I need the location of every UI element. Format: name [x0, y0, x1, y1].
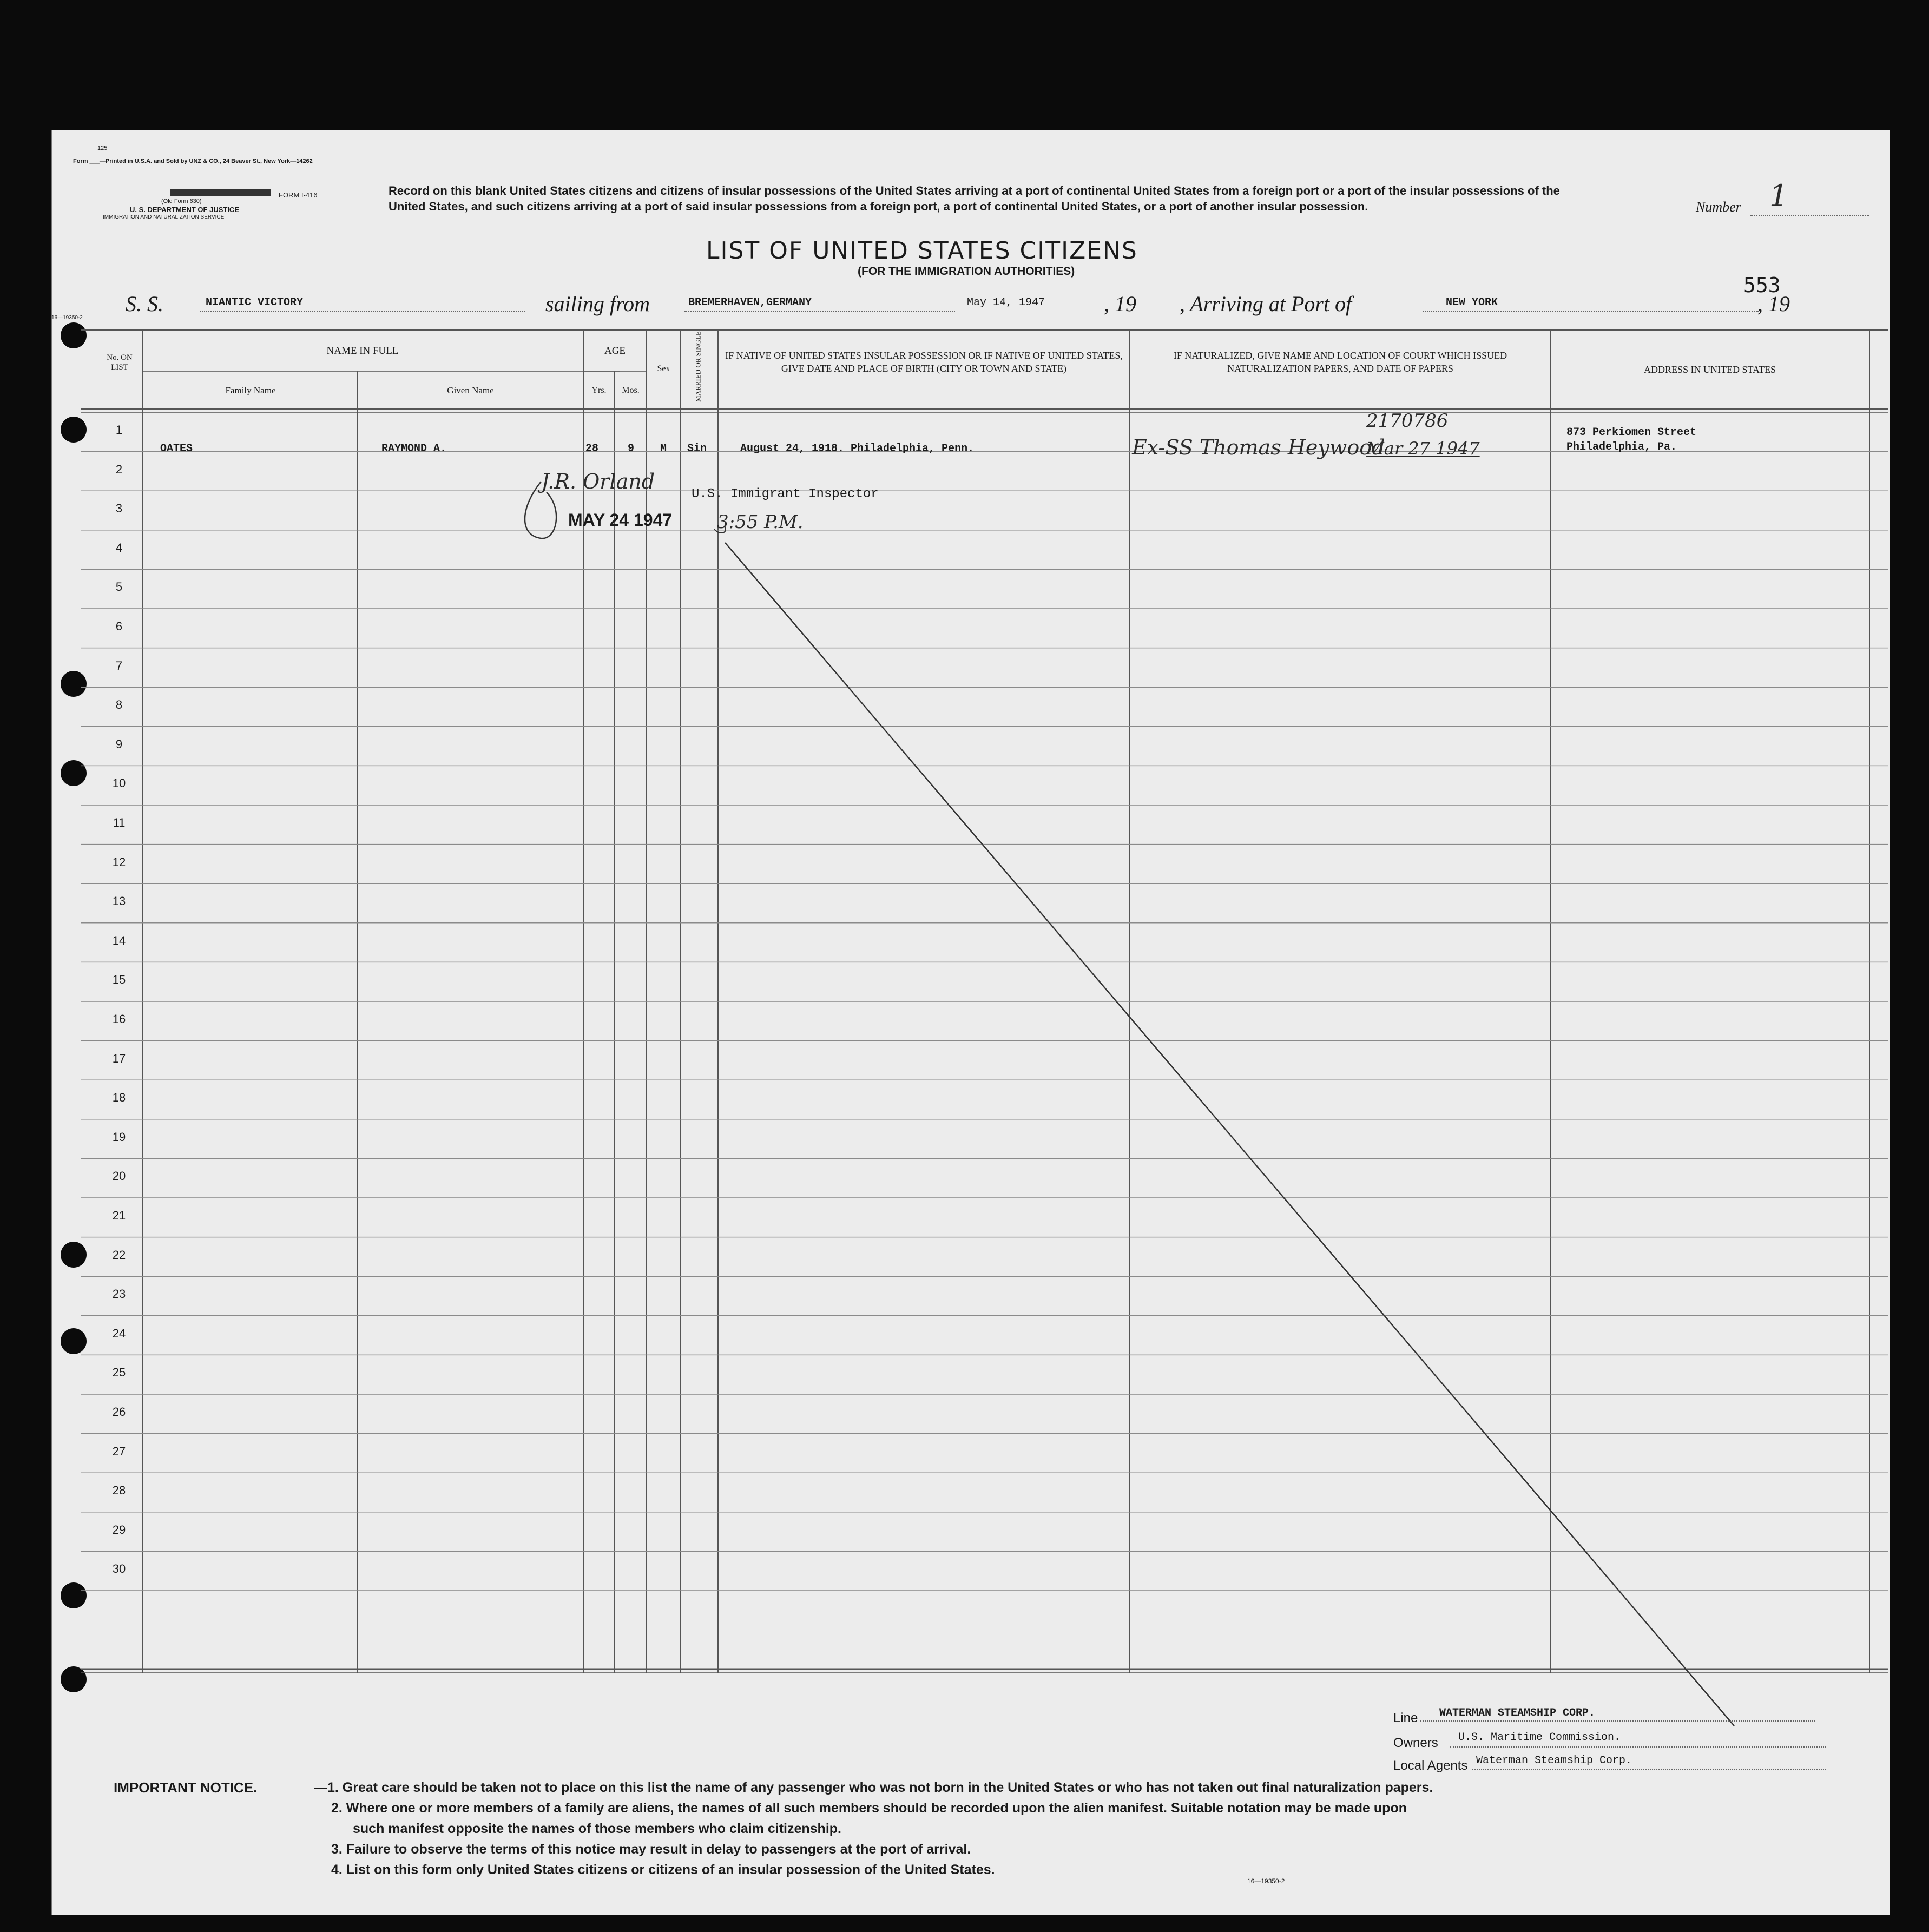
row-number: 17 — [112, 1051, 126, 1065]
header-no-on-list: No. ON LIST — [107, 353, 133, 372]
owners-value: U.S. Maritime Commission. — [1458, 1731, 1621, 1744]
row-number: 6 — [115, 619, 123, 633]
inspector-title: U.S. Immigrant Inspector — [692, 487, 879, 502]
entry-mos: 9 — [628, 443, 635, 455]
form-number-small: 125 — [97, 145, 108, 151]
header-family-name: Family Name — [225, 385, 276, 395]
year-label-2: , 19 — [1757, 292, 1790, 316]
row-number: 19 — [112, 1130, 126, 1144]
owners-dots — [1450, 1746, 1826, 1748]
row-number: 27 — [112, 1444, 126, 1458]
form-id: FORM I-416 — [279, 191, 318, 199]
entry-address-line2: Philadelphia, Pa. — [1566, 441, 1677, 453]
entry-naturalization-number: 2170786 — [1366, 410, 1449, 432]
header-name-in-full: NAME IN FULL — [326, 345, 399, 357]
row-number: 3 — [115, 502, 123, 516]
page-number: 553 — [1743, 273, 1781, 297]
row-number: 28 — [112, 1483, 126, 1498]
row-number: 21 — [112, 1209, 126, 1222]
row-number: 7 — [115, 658, 123, 672]
row-number: 25 — [112, 1366, 126, 1380]
old-form: (Old Form 630) — [161, 198, 202, 205]
inspector-signature: J.R. Orland — [541, 470, 655, 493]
header-given-name: Given Name — [447, 385, 494, 395]
row-number: 5 — [115, 580, 123, 594]
instructions: Record on this blank United States citizens and citizens of insular possessions of the United States arriving at a port of continental United States from a foreign port or a port of the insular possessions of the United States, and such citizens arriving at a port of said insular possessions from a foreign port, a port of continental United States, or a port of another insular possession. — [389, 184, 1560, 213]
number-label: Number — [1696, 199, 1741, 215]
entry-family-name: OATES — [160, 443, 193, 455]
header-age: AGE — [604, 345, 626, 357]
line-label: Line — [1393, 1711, 1418, 1725]
line-dots — [1420, 1720, 1815, 1722]
header-mos: Mos. — [622, 386, 640, 395]
line-value: WATERMAN STEAMSHIP CORP. — [1439, 1707, 1596, 1719]
agents-dots — [1472, 1769, 1826, 1770]
header-yrs: Yrs. — [591, 386, 607, 395]
entry-sex: M — [660, 443, 667, 455]
row-number: 14 — [112, 933, 126, 947]
row-number: 30 — [112, 1562, 126, 1576]
sailing-from: BREMERHAVEN,GERMANY — [688, 296, 812, 309]
row-number: 18 — [112, 1091, 126, 1105]
cancel-line — [725, 543, 1734, 1726]
notice-2b: such manifest opposite the names of those members who claim citizenship. — [353, 1821, 841, 1836]
entry-naturalization-hand: Ex-SS Thomas Heywood — [1132, 436, 1385, 459]
entry-address-line1: 873 Perkiomen Street — [1566, 426, 1697, 439]
header-married-single: MARRIED OR SINGLE — [694, 331, 702, 402]
sailing-date: May 14, 1947 — [967, 296, 1045, 309]
row-number: 11 — [113, 816, 126, 829]
department: U. S. DEPARTMENT OF JUSTICE — [130, 206, 239, 214]
row-number: 16 — [112, 1012, 126, 1026]
header-birth: IF NATIVE OF UNITED STATES INSULAR POSSESSION OR IF NATIVE OF UNITED STATES, GIVE DATE AND PLACE OF BIRTH (CITY OR TOWN AND STATE) — [725, 350, 1123, 374]
row-number: 13 — [112, 894, 126, 908]
service: IMMIGRATION AND NATURALIZATION SERVICE — [103, 214, 225, 220]
row-number: 12 — [112, 855, 126, 869]
entry-marital: Sin — [687, 443, 707, 455]
entry-naturalization-date: Mar 27 1947 — [1366, 438, 1480, 459]
row-number: 29 — [112, 1522, 126, 1537]
row-number: 10 — [112, 776, 126, 790]
notice-3: 3. Failure to observe the terms of this notice may result in delay to passengers at the port of arrival. — [331, 1842, 971, 1857]
row-number: 22 — [112, 1248, 126, 1262]
row-number: 20 — [112, 1169, 126, 1183]
inspector-time: 3:55 P.M. — [717, 511, 804, 533]
sailing-label: sailing from — [545, 292, 650, 316]
row-number: 4 — [115, 540, 123, 555]
side-code: 16—19350-2 — [51, 315, 83, 321]
notice-2a: 2. Where one or more members of a family are aliens, the names of all such members should be recorded upon the alien manifest. Suitable notation may be made upon — [331, 1801, 1407, 1816]
number-value: 1 — [1769, 179, 1788, 213]
row-number: 8 — [115, 698, 123, 712]
page-subtitle: (FOR THE IMMIGRATION AUTHORITIES) — [858, 265, 1075, 278]
ss-label: S. S. — [126, 292, 163, 316]
entry-given-name: RAYMOND A. — [381, 443, 447, 455]
arrival-port: NEW YORK — [1446, 296, 1498, 309]
entry-birth: August 24, 1918. Philadelphia, Penn. — [740, 443, 975, 455]
header-address: ADDRESS IN UNITED STATES — [1643, 364, 1776, 375]
ship-name: NIANTIC VICTORY — [206, 296, 304, 309]
agents-label: Local Agents — [1393, 1758, 1468, 1773]
row-number: 26 — [112, 1405, 126, 1419]
header-sex: Sex — [657, 364, 670, 373]
entry-yrs: 28 — [585, 443, 599, 455]
bottom-code: 16—19350-2 — [1247, 1877, 1285, 1885]
row-number: 9 — [115, 737, 123, 751]
inspector-stamp-date: MAY 24 1947 — [568, 510, 673, 530]
agents-value: Waterman Steamship Corp. — [1476, 1755, 1632, 1767]
row-number: 2 — [115, 462, 123, 476]
printer-line: Form ___—Printed in U.S.A. and Sold by UNZ & CO., 24 Beaver St., New York—14262 — [73, 158, 313, 164]
row-number: 23 — [112, 1287, 126, 1301]
notice-1: —1. Great care should be taken not to place on this list the name of any passenger who was not born in the United States or who has not taken out final naturalization papers. — [314, 1780, 1433, 1795]
arriving-label: , Arriving at Port of — [1180, 292, 1352, 316]
notice-4: 4. List on this form only United States citizens or citizens of an insular possession of the United States. — [331, 1862, 995, 1877]
year-label-1: , 19 — [1104, 292, 1136, 316]
page-title: LIST OF UNITED STATES CITIZENS — [706, 237, 1138, 265]
row-number: 24 — [112, 1326, 126, 1340]
notice-title: IMPORTANT NOTICE. — [114, 1779, 258, 1796]
row-number: 1 — [115, 423, 123, 437]
header-naturalized: IF NATURALIZED, GIVE NAME AND LOCATION OF COURT WHICH ISSUED NATURALIZATION PAPERS, AND DATE OF PAPERS — [1173, 350, 1507, 374]
owners-label: Owners — [1393, 1736, 1438, 1750]
row-number: 15 — [112, 973, 126, 987]
